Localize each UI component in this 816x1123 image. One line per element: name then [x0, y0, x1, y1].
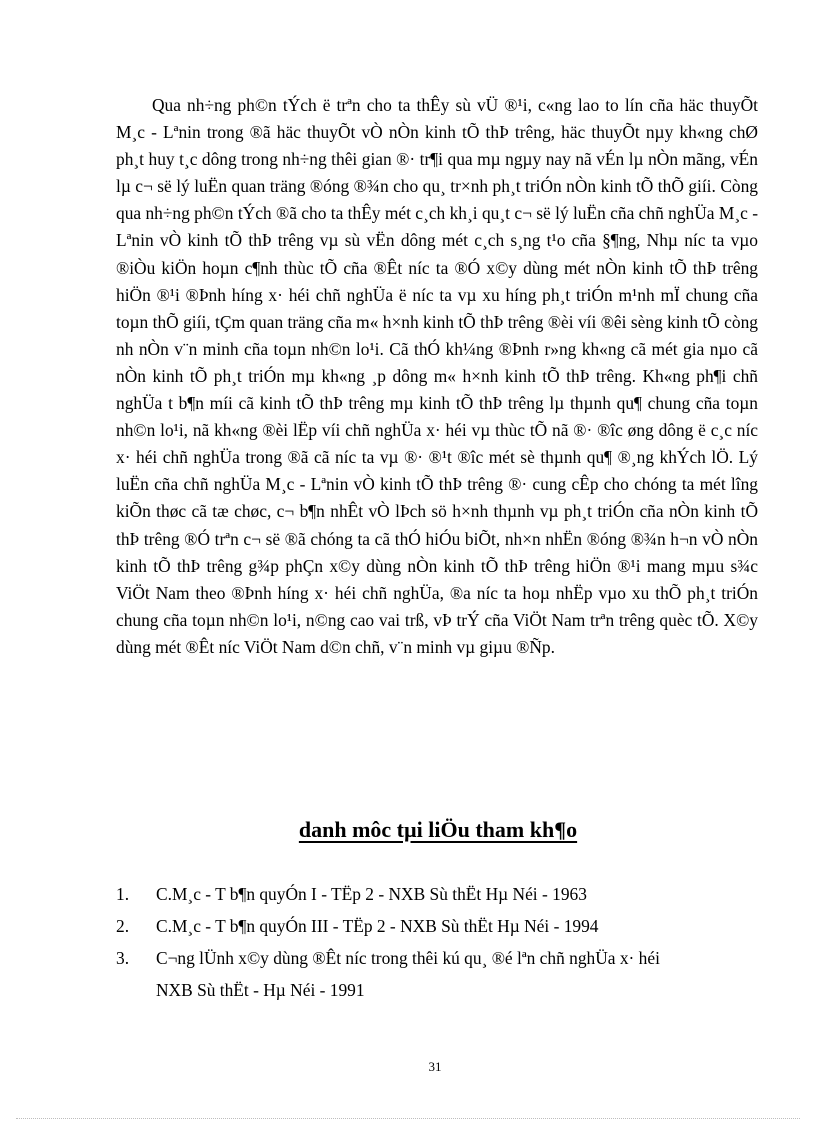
- page-bottom-divider: [16, 1118, 800, 1119]
- reference-item: [116, 878, 766, 910]
- reference-item: [116, 910, 766, 942]
- reference-text-continuation: NXB Sù thËt - Hµ Néi - 1991: [156, 980, 365, 1000]
- reference-item: [116, 942, 766, 1006]
- references-heading: danh môc tµi liÖu tham kh¶o: [298, 817, 578, 842]
- reference-number: 2.: [116, 916, 130, 936]
- reference-text: C¬ng lÜnh x©y dùng ®Êt níc trong thêi kú qu¸ ®é lªn chñ nghÜa x· héi: [156, 948, 660, 968]
- page-number: 31: [428, 1059, 442, 1074]
- body-paragraph: Qua nh÷ng ph©n tÝch ë trªn cho ta thÊy sù vÜ ®¹i, c«ng lao to lín cña häc thuyÕt M¸c - Lªnin trong ®ã häc thuyÕt vÒ nÒn kinh tÕ thÞ trêng, häc thuyÕt nµy kh«ng chØ ph¸t huy t¸c dông trong nh÷ng thêi gian ®· tr¶i qua mµ ngµy nay nã vÉn lµ nÒn mãng, vÉn lµ c¬ së lý luËn quan träng ®óng ®¾n cho qu¸ tr×nh ph¸t triÓn nÒn kinh tÕ thÕ giíi. Còng qua nh÷ng ph©n tÝch ®ã cho ta thÊy mét c¸ch kh¸i qu¸t c¬ së lý luËn cña chñ nghÜa M¸c - Lªnin vÒ kinh tÕ thÞ trêng vµ sù vËn dông mét c¸ch s¸ng t¹o cña §¶ng, Nhµ níc ta vµo ®iÒu kiÖn hoµn c¶nh thùc tÕ cña ®Êt níc ta ®Ó x©y dùng mét nÒn kinh tÕ thÞ trêng hiÖn ®¹i ®Þnh híng x· héi chñ nghÜa ë níc ta vµ xu híng ph¸t triÓn m¹nh mÏ chung cña toµn thÕ giíi, tÇm quan träng cña m« h×nh kinh tÕ thÞ trêng ®èi víi ®êi sèng kinh tÕ còng nh nÒn v¨n minh cña toµn nh©n lo¹i. Cã thÓ kh¼ng ®Þnh r»ng kh«ng cã mét gia nµo cã nÒn kinh tÕ ph¸t triÓn mµ kh«ng ¸p dông m« h×nh kinh tÕ thÞ trêng. Kh«ng ph¶i chñ nghÜa t b¶n míi cã kinh tÕ thÞ trêng mµ kinh tÕ thÞ trêng lµ thµnh qu¶ chung cña toµn nh©n lo¹i, nã kh«ng ®èi lËp víi chñ nghÜa x· héi vµ thùc tÕ nã ®· ®îc øng dông ë c¸c níc x· héi chñ nghÜa trong ®ã cã níc ta vµ ®· ®¹t ®îc mét sè thµnh qu¶ ®¸ng khÝch lÖ. Lý luËn cña chñ nghÜa M¸c - Lªnin vÒ kinh tÕ thÞ trêng ®· cung cÊp cho chóng ta mét lîng kiÕn thøc cã tæ chøc, c¬ b¶n nhÊt vÒ lÞch sö h×nh thµnh vµ ph¸t triÓn cña nÒn kinh tÕ thÞ trêng ®Ó trªn c¬ së ®ã chóng ta cã thÓ hiÓu biÕt, nh×n nhËn ®óng ®¾n h¬n vÒ nÒn kinh tÕ thÞ trêng g¾p phÇn x©y dùng nÒn kinh tÕ thÞ trêng hiÖn ®¹i mang mµu s¾c ViÖt Nam theo ®Þnh híng x· héi chñ nghÜa, ®a níc ta hoµ nhËp vµo xu thÕ ph¸t triÓn chung cña toµn nh©n lo¹i, n©ng cao vai trß, vÞ trÝ cña ViÖt Nam trªn trêng quèc tÕ. X©y dùng mét ®Êt níc ViÖt Nam d©n chñ, v¨n minh vµ giµu ®Ñp.: [116, 95, 758, 657]
- reference-list: [116, 878, 766, 1006]
- reference-text: C.M¸c - T b¶n quyÓn III - TËp 2 - NXB Sù thËt Hµ Néi - 1994: [156, 916, 599, 936]
- reference-number: 3.: [116, 948, 130, 968]
- reference-number: 1.: [116, 884, 130, 904]
- reference-text: C.M¸c - T b¶n quyÓn I - TËp 2 - NXB Sù thËt Hµ Néi - 1963: [156, 884, 587, 904]
